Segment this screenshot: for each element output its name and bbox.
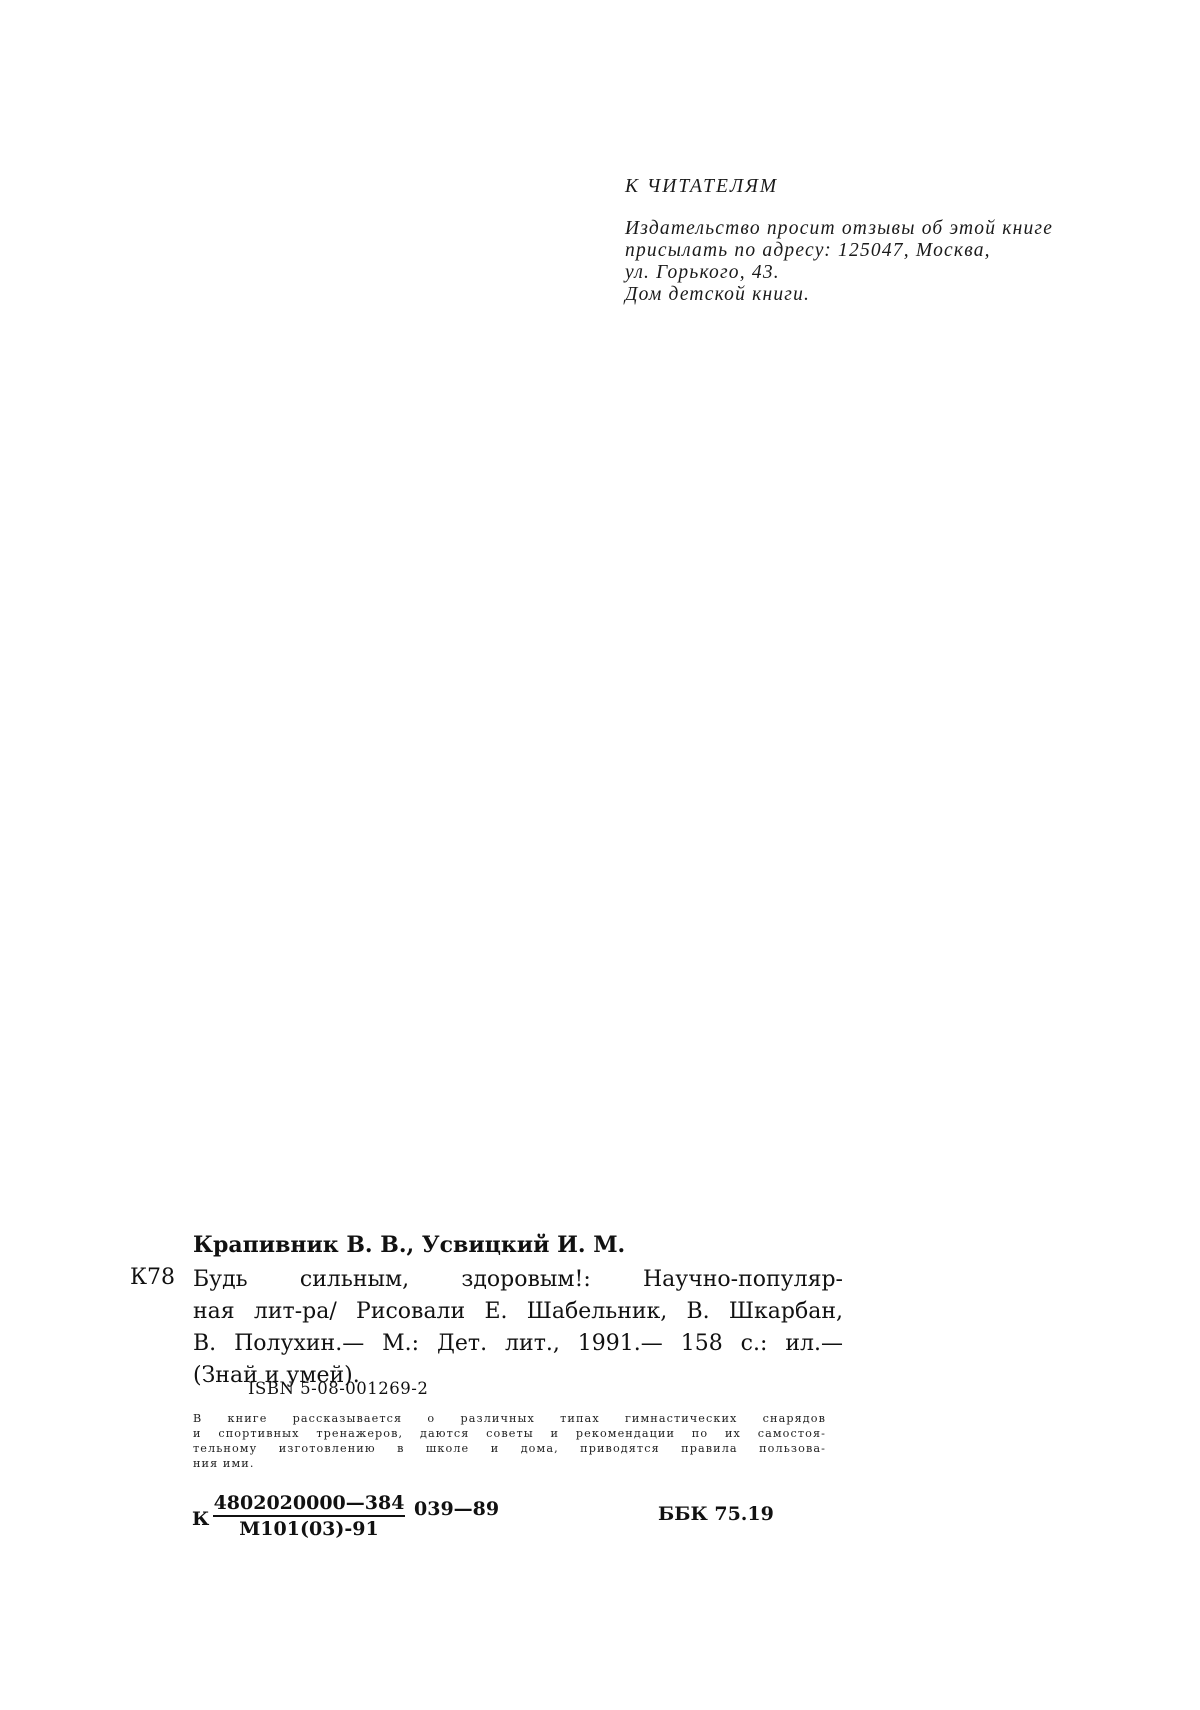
annotation-line: и спортивных тренажеров, даются советы и рекомендации по их самостоя- bbox=[193, 1427, 826, 1440]
annotation-line: ния ими. bbox=[193, 1457, 255, 1470]
catalog-code-numerator: 4802020000—384 bbox=[213, 1491, 405, 1517]
description-line: (Знай и умей). bbox=[193, 1363, 360, 1388]
annotation-line: тельному изготовлению в школе и дома, приводятся правила пользова- bbox=[193, 1442, 826, 1455]
catalog-authors: Крапивник В. В., Усвицкий И. М. bbox=[193, 1232, 626, 1258]
reader-notice-heading: К ЧИТАТЕЛЯМ bbox=[625, 176, 779, 197]
reader-notice-line: присылать по адресу: 125047, Москва, bbox=[625, 240, 991, 261]
catalog-description bbox=[193, 1264, 843, 1392]
bbk-code: ББК 75.19 bbox=[658, 1503, 774, 1525]
isbn: ISBN 5-08-001269-2 bbox=[248, 1379, 429, 1398]
description-line: В. Полухин.— М.: Дет. лит., 1991.— 158 с.: ил.— bbox=[193, 1331, 843, 1356]
description-line: Будь сильным, здоровым!: Научно-популяр- bbox=[193, 1267, 843, 1292]
catalog-code-denominator: М101(03)-91 bbox=[239, 1518, 379, 1540]
reader-notice-line: Издательство просит отзывы об этой книге bbox=[625, 218, 1054, 239]
catalog-code-prefix: К bbox=[192, 1508, 210, 1530]
catalog-classmark: К78 bbox=[130, 1265, 176, 1290]
reader-notice bbox=[625, 176, 1085, 306]
annotation-line: В книге рассказывается о различных типах гимнастических снарядов bbox=[193, 1412, 826, 1425]
catalog-annotation bbox=[193, 1411, 826, 1471]
catalog-code-fraction bbox=[213, 1491, 405, 1541]
reader-notice-line: ул. Горького, 43. bbox=[625, 262, 780, 283]
description-line: ная лит-ра/ Рисовали Е. Шабельник, В. Шкарбан, bbox=[193, 1299, 843, 1324]
reader-notice-line: Дом детской книги. bbox=[625, 284, 811, 305]
catalog-code-suffix: 039—89 bbox=[414, 1498, 500, 1520]
